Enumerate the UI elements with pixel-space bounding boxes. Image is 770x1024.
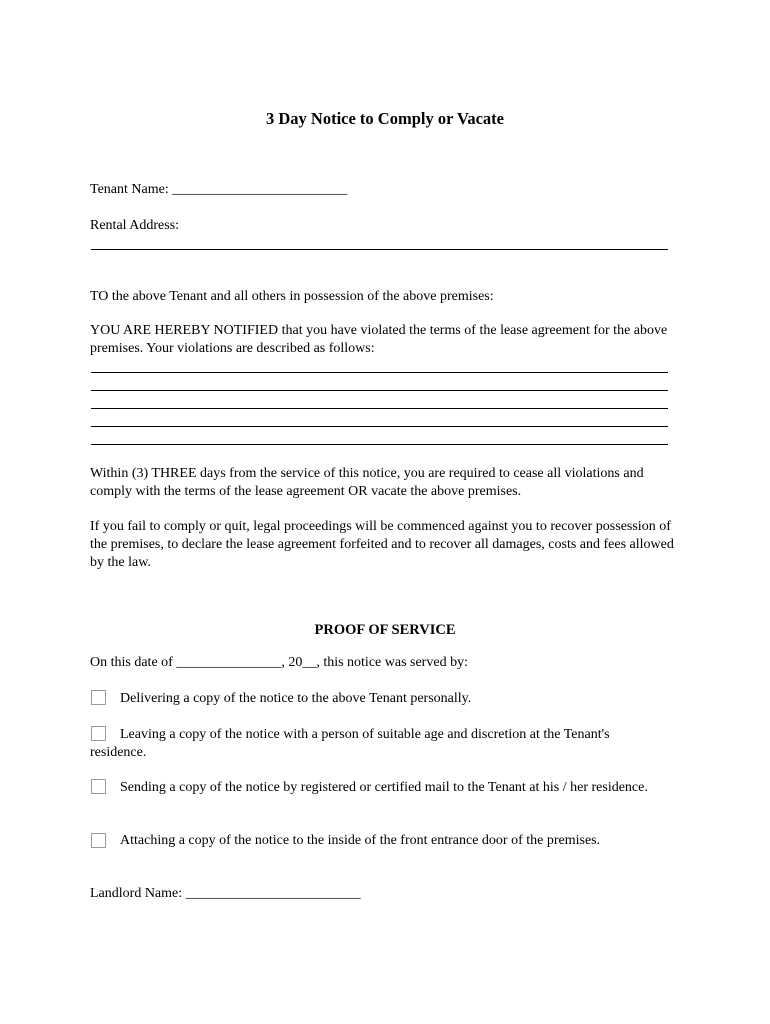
to-tenant-line: TO the above Tenant and all others in possession of the above premises: [90,289,494,304]
option-delivered-personally: Delivering a copy of the notice to the above Tenant personally. [120,691,472,706]
violation-line-2[interactable] [91,390,668,391]
proof-of-service-heading: PROOF OF SERVICE [314,622,456,638]
notified-paragraph: YOU ARE HEREBY NOTIFIED that you have violated the terms of the lease agreement for the above premises. Your violations are described as follows: [90,323,668,356]
service-date-line[interactable]: On this date of _______________, 20__, this notice was served by: [90,655,468,670]
violation-line-1[interactable] [91,372,668,373]
within-three-days-paragraph: Within (3) THREE days from the service of this notice, you are required to cease all violations and comply with the terms of the lease agreement OR vacate the above premises. [90,466,644,499]
violation-line-4[interactable] [91,426,668,427]
option-left-with-person: Leaving a copy of the notice with a person of suitable age and discretion at the Tenant's residence. [90,727,610,760]
option-sent-by-mail: Sending a copy of the notice by registered or certified mail to the Tenant at his / her residence. [120,780,648,795]
legal-proceedings-paragraph: If you fail to comply or quit, legal proceedings will be commenced against you to recover possession of the premises, to declare the lease agreement forfeited and to recover all damages, costs and fees allowed by the law. [90,519,674,570]
tenant-name-field[interactable]: Tenant Name: _________________________ [90,182,348,197]
document-title: 3 Day Notice to Comply or Vacate [266,109,504,128]
rental-address-line[interactable] [91,249,668,250]
landlord-name-field[interactable]: Landlord Name: _________________________ [90,886,361,901]
violation-line-5[interactable] [91,444,668,445]
rental-address-label: Rental Address: [90,218,180,233]
option-attached-to-door: Attaching a copy of the notice to the inside of the front entrance door of the premises. [120,833,601,848]
violation-line-3[interactable] [91,408,668,409]
